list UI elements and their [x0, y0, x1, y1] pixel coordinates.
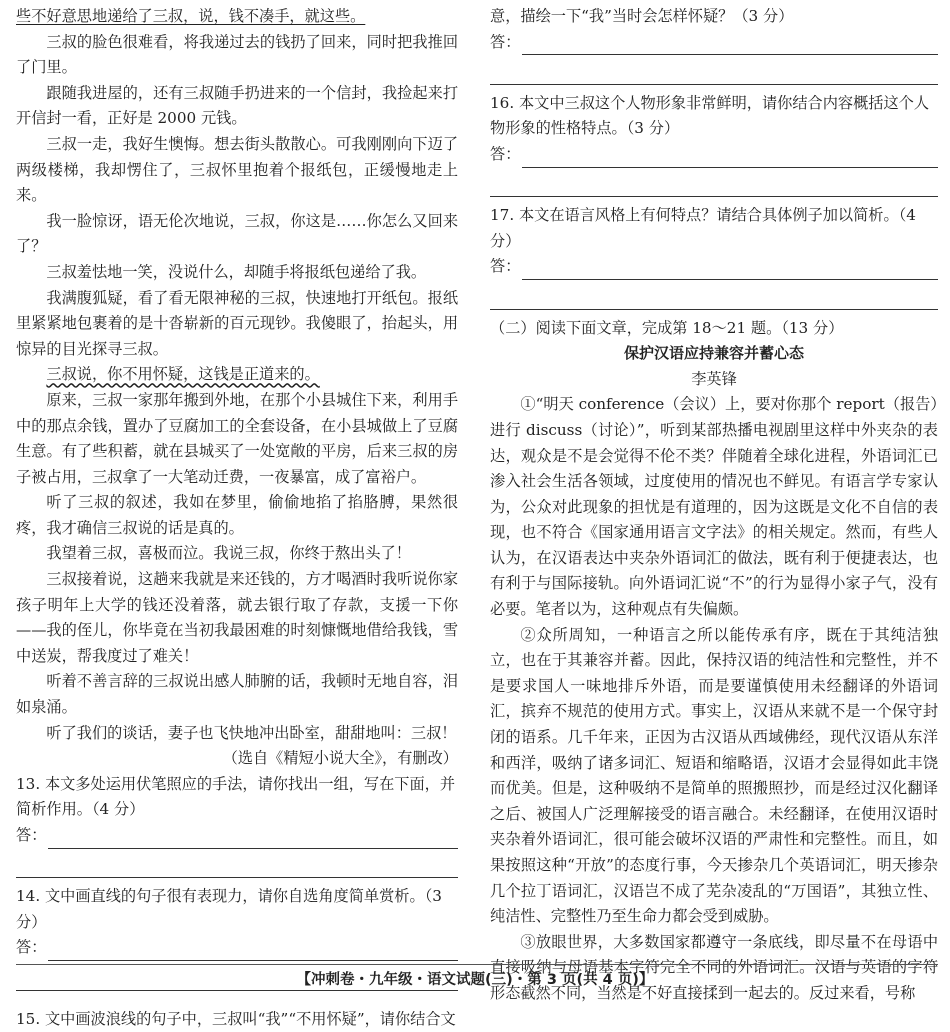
question-17: 17. 本文在语言风格上有何特点？请结合具体例子加以简析。（4 分） — [490, 206, 916, 250]
question-16: 16. 本文中三叔这个人物形象非常鲜明，请你结合内容概括这个人物形象的性格特点。（3 分） — [490, 93, 930, 138]
article-paragraph: ①“明天 conference（会议）上，要对你那个 report（报告）进行 discuss（讨论）”，听到某部热播电视剧里这样中外夹杂的表达，观众是不是会觉得不伦不类？伴随着全球化进程，外语词汇已渗入社会生活各领域，过度使用的情况也不鲜见。有语言学专家认为，公众对此现象的担忧是有道理的，因为这既是文化不自信的表现，也不符合《国家通用语言文字法》的相关规定。然而，有些人认为，在汉语表达中夹杂外语词汇的做法，既有利于便捷表达，也有利于与国际接轨。向外语词汇说“不”的行为显得小家子气，没有必要。笔者以为，这种观点有失偏颇。 — [490, 395, 938, 619]
answer-line[interactable] — [522, 150, 938, 168]
spacer — [490, 280, 938, 290]
wavy-underlined-sentence: 三叔说，你不用怀疑，这钱是正道来的。 — [46, 365, 320, 384]
answer-line[interactable] — [522, 37, 938, 55]
answer-line[interactable] — [490, 309, 938, 310]
answer-blank-line — [16, 859, 458, 885]
answer-row — [490, 254, 938, 280]
answer-line[interactable] — [490, 196, 938, 197]
answer-blank-line — [490, 290, 938, 316]
answer-label: 答： — [490, 144, 521, 163]
answer-label: 答： — [490, 32, 521, 51]
answer-line[interactable] — [48, 943, 458, 961]
answer-line[interactable] — [48, 831, 458, 849]
article-author: 李英锋 — [691, 369, 737, 388]
answer-label: 答： — [16, 826, 47, 844]
answer-line[interactable] — [16, 877, 458, 878]
question-15: 15. 文中画波浪线的句子中，三叔叫“我”“不用怀疑”，请你结合文 — [16, 1009, 456, 1028]
story-paragraph: 我望着三叔，喜极而泣。我说三叔，你终于熬出头了！ — [46, 544, 411, 563]
article-title: 保护汉语应持兼容并蓄心态 — [623, 344, 804, 363]
underlined-sentence: 些不好意思地递给了三叔，说，钱不凑手，就这些。 — [16, 7, 366, 25]
story-paragraph: 三叔的脸色很难看，将我递过去的钱扔了回来，同时把我推回了门里。 — [16, 32, 458, 77]
answer-line[interactable] — [16, 990, 458, 991]
answer-blank-line — [490, 178, 938, 204]
spacer — [16, 997, 458, 1007]
story-paragraph: 我一脸惊讶，语无伦次地说，三叔，你这是……你怎么又回来了？ — [16, 211, 458, 256]
spacer — [490, 55, 938, 65]
story-paragraph: 我满腹狐疑，看了看无限神秘的三叔，快速地打开纸包。报纸里紧紧地包裹着的是十沓崭新的百元现钞。我傻眼了，抬起头，用惊异的目光探寻三叔。 — [16, 288, 458, 358]
article-paragraph: ②众所周知，一种语言之所以能传承有序，既在于其纯洁独立，也在于其兼容并蓄。因此，保持汉语的纯洁性和完整性，并不是要求国人一味地排斥外语，而是要谨慎使用未经翻译的外语词汇，摈弃不规范的使用方式。事实上，汉语从来就不是一个保守封闭的语系。几千年来，正因为古汉语从西域佛经，现代汉语从东洋和西洋，吸纳了诸多词汇、短语和缩略语，汉语才会显得如此丰饶而优美。但是，这种吸纳不是简单的照搬照抄，而是经过汉化翻译之后、被国人广泛理解接受的语言融合。未经翻译，在使用汉语时夹杂着外语词汇，很可能会破坏汉语的严肃性和完整性。而且，如果按照这种“开放”的态度行事，今天掺杂几个英语词汇，明天掺杂几个拉丁语词汇，汉语岂不成了芜杂凌乱的“万国语”，其独立性、纯洁性、完整性乃至生命力都会受到威胁。 — [490, 625, 938, 926]
right-column — [490, 4, 938, 1007]
story-paragraph — [16, 362, 458, 388]
story-paragraph: 跟随我进屋的，还有三叔随手扔进来的一个信封，我捡起来打开信封一看，正好是 2000 元钱。 — [16, 83, 458, 128]
story-paragraph: 听了我们的谈话，妻子也飞快地冲出卧室，甜甜地叫：三叔！ — [46, 723, 457, 742]
left-column — [16, 4, 458, 1032]
source-note: （选自《精短小说大全》，有删改） — [222, 749, 458, 768]
answer-label: 答： — [490, 257, 521, 276]
answer-row — [490, 142, 938, 168]
answer-line[interactable] — [490, 84, 938, 85]
story-paragraph: 听了三叔的叙述，我如在梦里，偷偷地掐了掐胳膊，果然很疼，我才确信三叔说的话是真的。 — [16, 493, 458, 537]
answer-blank-line — [490, 65, 938, 91]
spacer — [490, 168, 938, 178]
article-paragraph: ③放眼世界，大多数国家都遵守一条底线，即尽量不在母语中直接吸纳与母语基本字符完全不同的外语词汇。汉语与英语的字符形态截然不同，当然是不好直接揉到一起去的。反过来看，号称 — [490, 932, 938, 1002]
question-15-continued: 意，描绘一下“我”当时会怎样怀疑？（3 分） — [490, 7, 794, 25]
story-paragraph — [16, 4, 458, 30]
section-intro: （二）阅读下面文章，完成第 18～21 题。（13 分） — [490, 318, 844, 337]
story-paragraph: 三叔一走，我好生懊悔。想去街头散散心。可我刚刚向下迈了两级楼梯，我却愣住了，三叔怀里抱着个报纸包，正缓慢地走上来。 — [16, 134, 458, 205]
answer-row — [16, 823, 458, 849]
story-paragraph: 原来，三叔一家那年搬到外地，在那个小县城住下来，利用手中的那点余钱，置办了豆腐加工的全套设备，在小县城做上了豆腐生意。有了些积蓄，就在县城买了一处宽敞的平房，后来三叔的房子被占用，三叔拿了一大笔动迁费，一夜暴富，成了富裕户。 — [16, 390, 458, 486]
question-14: 14. 文中画直线的句子很有表现力，请你自选角度简单赏析。（3 分） — [16, 887, 442, 931]
story-paragraph: 听着不善言辞的三叔说出感人肺腑的话，我顿时无地自容，泪如泉涌。 — [16, 672, 458, 717]
spacer — [16, 849, 458, 859]
answer-row — [490, 30, 938, 56]
answer-row — [16, 935, 458, 961]
story-paragraph: 三叔羞怯地一笑，没说什么，却随手将报纸包递给了我。 — [46, 262, 427, 281]
story-paragraph: 三叔接着说，这趟来我就是来还钱的，方才喝酒时我听说你家孩子明年上大学的钱还没着落，就去银行取了存款，支援一下你——我的侄儿，你毕竟在当初我最困难的时刻慷慨地借给我钱，雪中送炭，帮我度过了难关！ — [16, 570, 458, 665]
question-13: 13. 本文多处运用伏笔照应的手法，请你找出一组，写在下面，并简析作用。（4 分） — [16, 774, 456, 819]
page-footer: 【冲刺卷・九年级・语文试题(三)・第 3 页(共 4 页)】 — [296, 972, 654, 988]
footer-rule — [16, 964, 938, 965]
answer-line[interactable] — [522, 262, 938, 280]
answer-label: 答： — [16, 938, 47, 957]
